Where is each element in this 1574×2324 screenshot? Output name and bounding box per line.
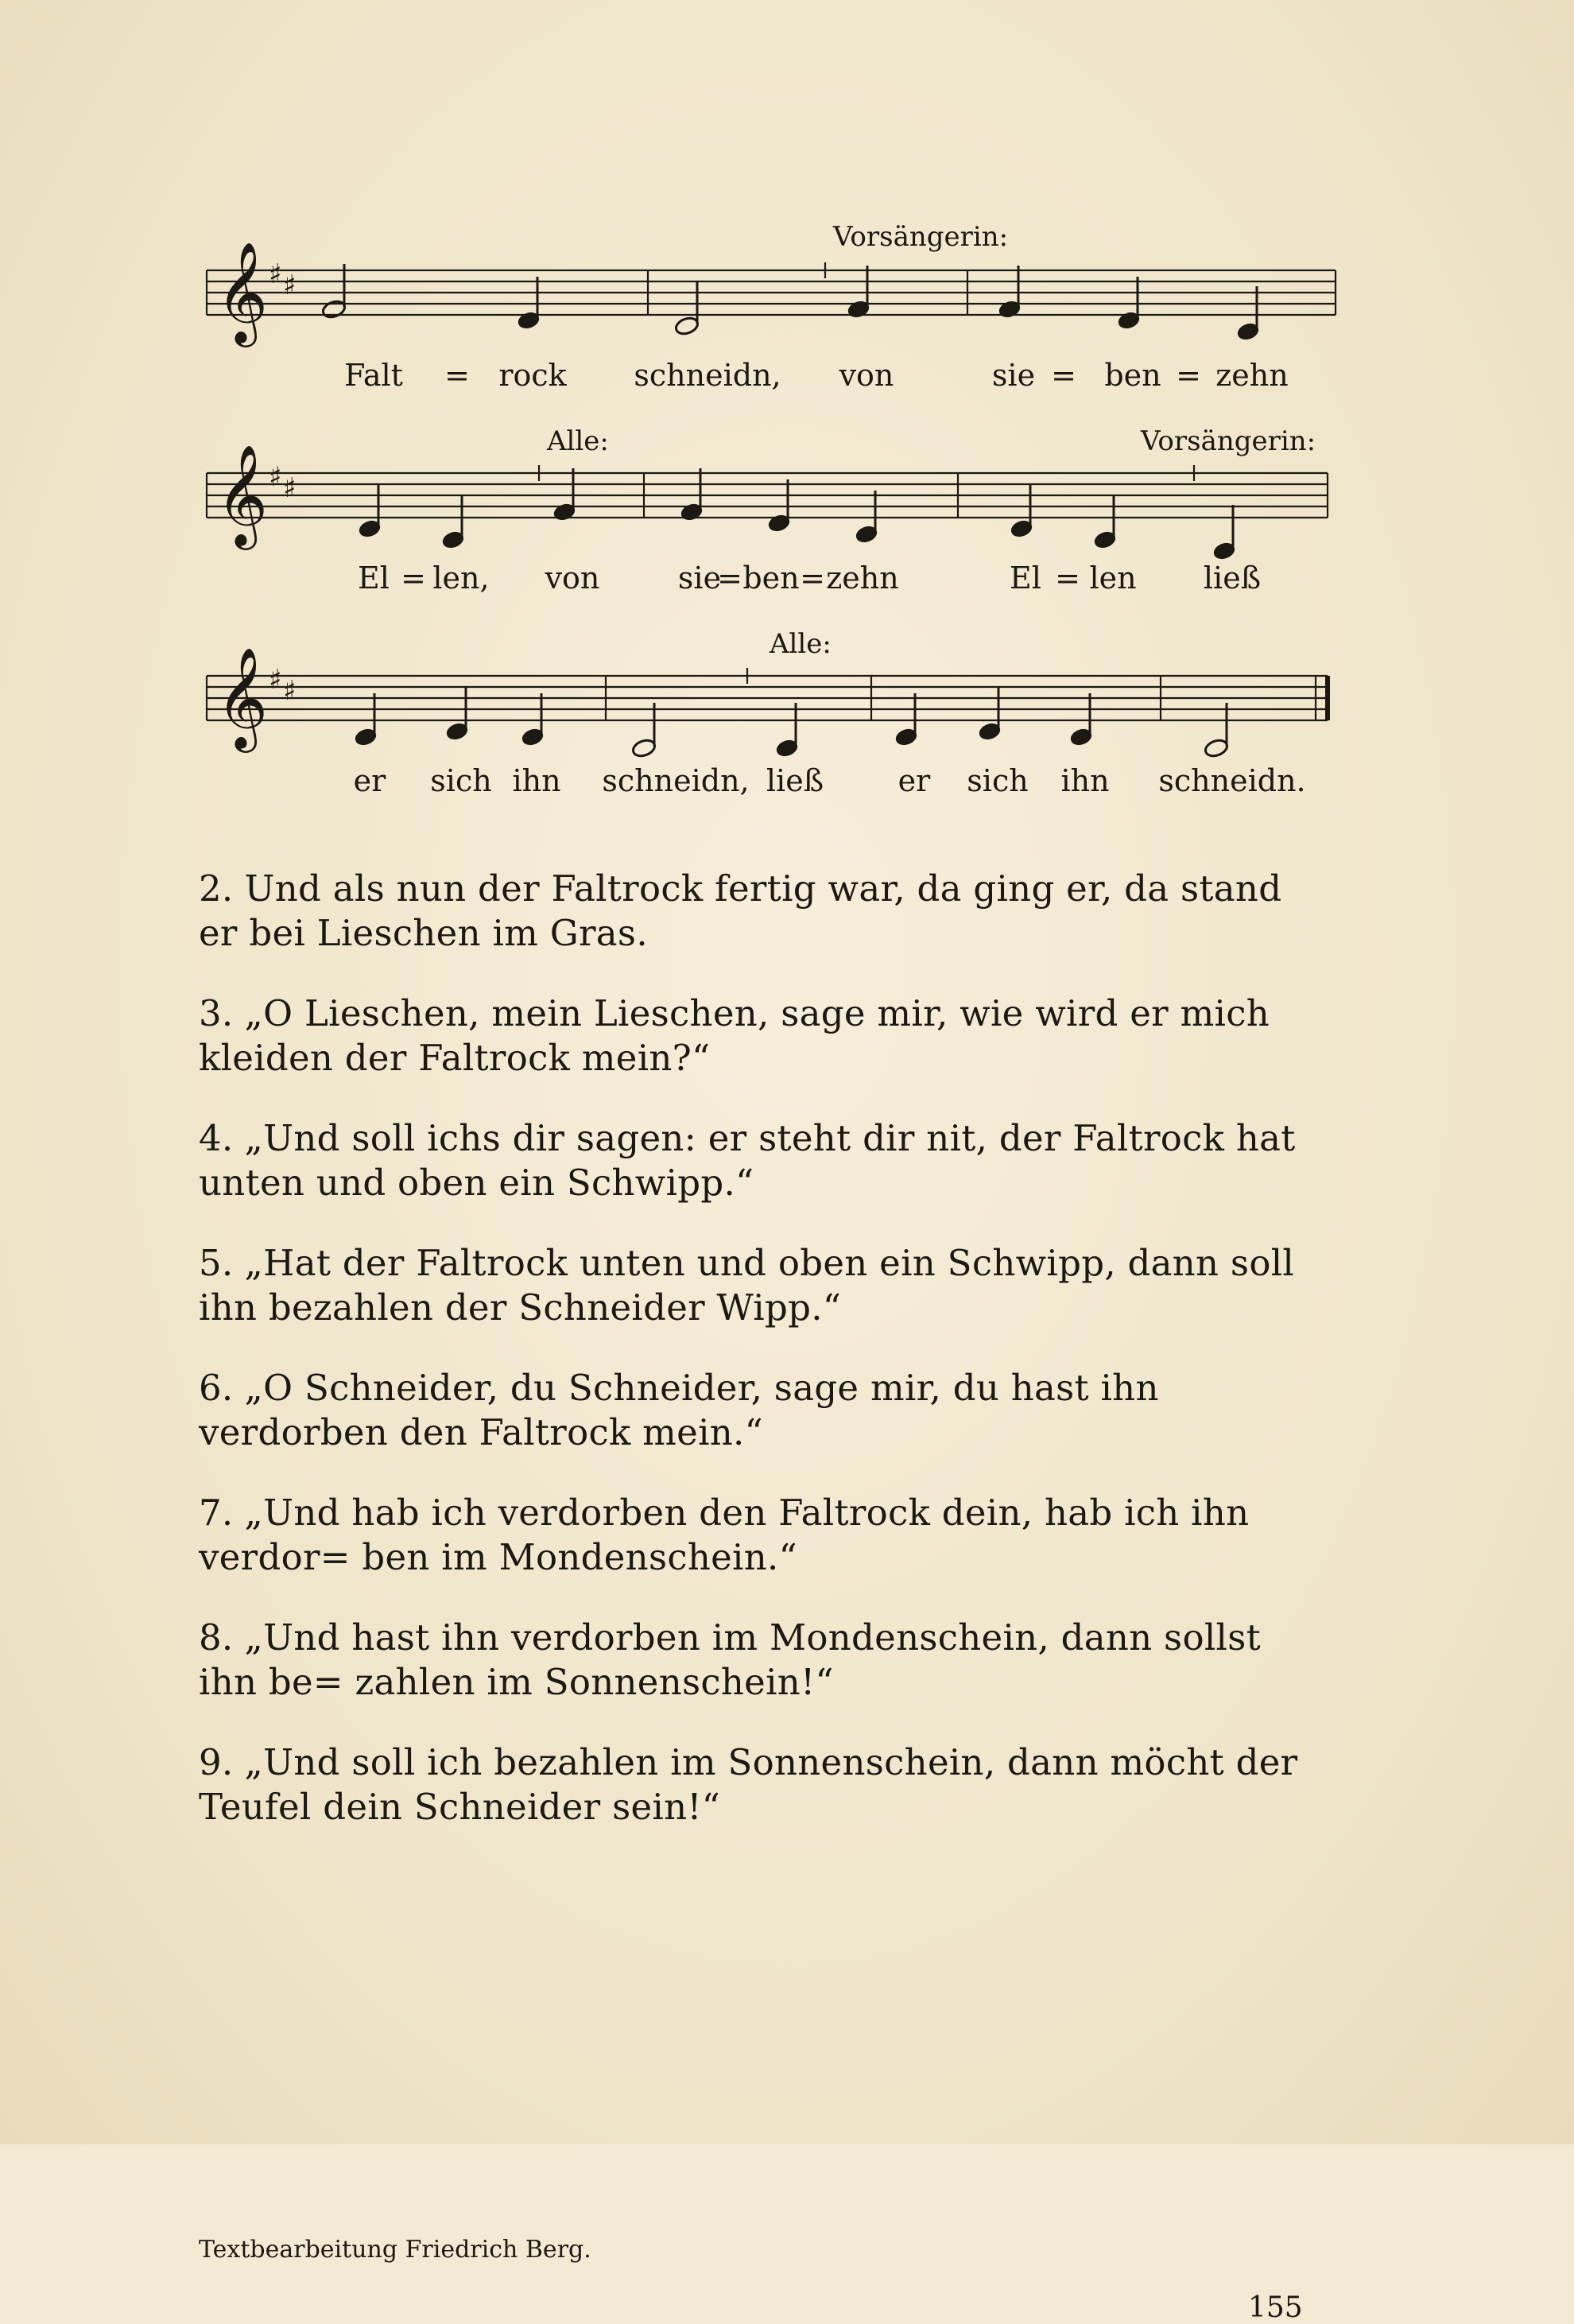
verse [199,1616,1328,1705]
svg-text:♯: ♯ [269,664,282,696]
lyric-syllable: zehn [826,561,899,596]
cue-label: Vorsängerin: [833,221,1009,253]
verse-text: Und als nun der Faltrock fertig war, da ging er, da stand er bei Lieschen im Gras. [199,867,1282,954]
verse [199,1366,1328,1455]
svg-text:𝄞: 𝄞 [216,444,269,545]
verse [199,1116,1328,1205]
lyric-hyphen: = [800,561,825,596]
verse-text: „O Schneider, du Schneider, sage mir, du hast ihn verdorben den Faltrock mein.“ [199,1367,1159,1453]
lyric-syllable: schneidn, [634,358,781,393]
lyric-syllable: rock [498,358,567,393]
lyric-syllable: von [545,561,600,596]
verse-number: 4. [199,1117,234,1159]
verse [199,1740,1328,1829]
lyric-syllable: ben [1104,358,1161,393]
verse [199,1241,1328,1330]
lyric-syllable: sich [967,763,1029,798]
verse-number: 7. [199,1492,234,1534]
cue-label: Vorsängerin: [1141,425,1316,457]
verse [199,991,1328,1081]
music-system-1 [199,215,1343,398]
verse-number: 8. [199,1616,234,1659]
lyric-syllable: len [1089,561,1137,596]
lyric-syllable: schneidn, [602,763,750,798]
lyric-hyphen: = [1176,358,1201,393]
lyric-syllable: ihn [512,763,561,798]
text-credit: Textbearbeitung Friedrich Berg. [199,2236,591,2264]
verse-number: 2. [199,867,234,910]
lyric-hyphen: = [401,561,426,596]
verse-number: 5. [199,1242,234,1284]
lyric-syllable: schneidn. [1158,763,1306,798]
svg-text:♯: ♯ [269,461,282,493]
page-number: 155 [1248,2291,1303,2324]
lyric-syllable: ben [742,561,800,596]
lyric-syllable: ihn [1060,763,1110,798]
lyric-hyphen: = [1051,358,1076,393]
verse-text: „Und soll ich bezahlen im Sonnenschein, dann möcht der Teufel dein Schneider sein!“ [199,1741,1298,1828]
verse [199,867,1328,956]
lyric-syllable: ließ [766,763,824,798]
verse-text: „O Lieschen, mein Lieschen, sage mir, wie wird er mich kleiden der Faltrock mein?“ [199,992,1270,1079]
lyric-syllable: sie [677,561,722,596]
svg-text:𝄞: 𝄞 [216,646,269,748]
verse [199,1491,1328,1580]
svg-text:♯: ♯ [283,472,297,504]
svg-text:𝄞: 𝄞 [216,241,269,343]
music-system-3 [199,620,1343,803]
lyric-syllable: len, [432,561,490,596]
cue-label: Alle: [547,425,609,457]
lyric-syllable: er [897,763,931,798]
verse-number: 3. [199,992,234,1034]
svg-text:♯: ♯ [283,675,297,707]
lyric-syllable: ließ [1203,561,1262,596]
lyric-syllable: von [839,358,894,393]
verse-text: „Und hast ihn verdorben im Mondenschein, dann sollst ihn be= zahlen im Sonnenschein!“ [199,1616,1262,1703]
lyric-syllable: er [353,763,386,798]
lyric-syllable: zehn [1215,358,1289,393]
lyric-syllable: sie [991,358,1036,393]
verse-number: 6. [199,1367,234,1409]
verse-text: „Und soll ichs dir sagen: er steht dir nit, der Faltrock hat unten und oben ein Schwipp.“ [199,1117,1296,1204]
cue-label: Alle: [770,628,832,660]
verse-number: 9. [199,1741,234,1783]
lyric-hyphen: = [717,561,742,596]
svg-text:♯: ♯ [283,270,297,301]
verse-text: „Hat der Faltrock unten und oben ein Schwipp, dann soll ihn bezahlen der Schneider Wipp.“ [199,1242,1295,1329]
music-system-2 [199,417,1343,600]
lyric-syllable: El [358,561,390,596]
svg-text:♯: ♯ [269,258,282,290]
lyric-hyphen: = [444,358,470,393]
lyric-syllable: sich [430,763,492,798]
lyric-syllable: El [1010,561,1041,596]
lyric-syllable: Falt [344,358,403,393]
lyric-hyphen: = [1055,561,1080,596]
verse-list [199,867,1328,1857]
verse-text: „Und hab ich verdorben den Faltrock dein, hab ich ihn verdor= ben im Mondenschein.“ [199,1492,1250,1578]
